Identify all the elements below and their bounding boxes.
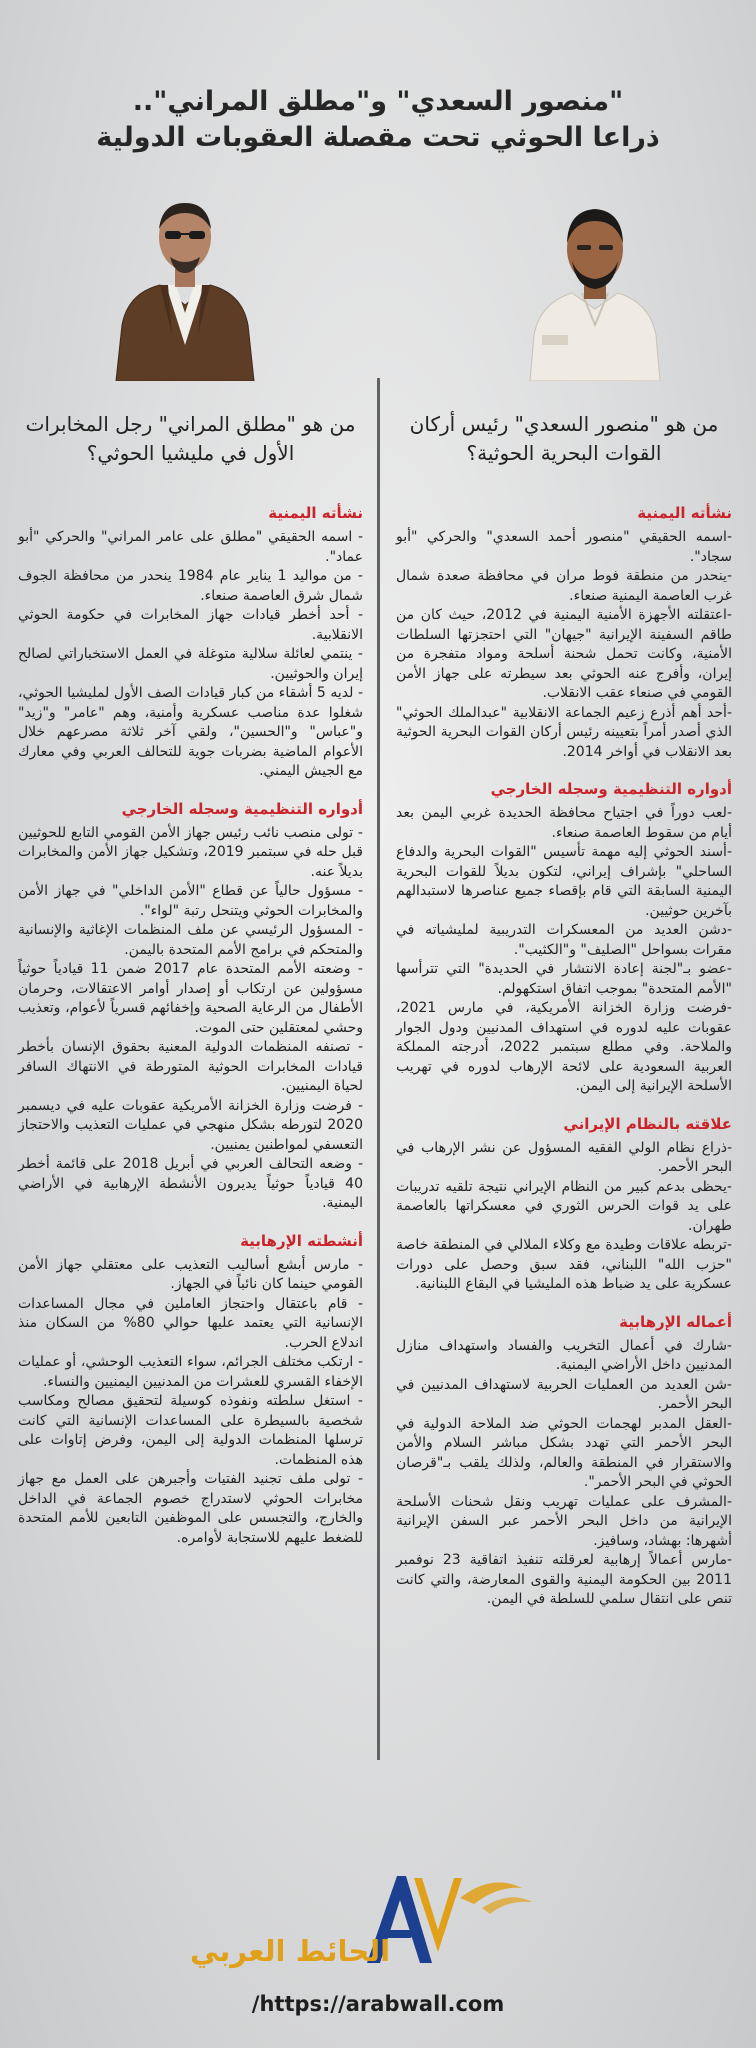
section-iran-relations [396, 1113, 732, 1295]
site-url[interactable]: /https://arabwall.com [251, 1992, 505, 2016]
paragraph: -لعب دوراً في اجتياح محافظة الحديدة غربي اليمن بعد أيام من سقوط العاصمة صنعاء. [396, 805, 732, 841]
paragraph: - مسؤول حالياً عن قطاع "الأمن الداخلي" في جهاز الأمن والمخابرات الحوثي ويتنحل رتبة "لواء". [18, 883, 363, 919]
paragraph: -اعتقلته الأجهزة الأمنية اليمنية في 2012، حيث كان من طاقم السفينة الإيرانية "جيهان" التي احتجزتها السلطات الأمنية، وكانت تحمل شحنة أسلحة ومواد متفجرة من إيران، وأفرج عنه الحوثي بعد سيطرته على جهاز الأمن القومي في صنعاء عقب الانقلاب. [396, 607, 732, 701]
paragraph: -تربطه علاقات وطيدة مع وكلاء الملالي في المنطقة خاصة "حزب الله" اللبناني، فقد سبق وحصل على دورات عسكرية على يد ضباط هذه المليشيا في البقاع اللبنانية. [396, 1237, 732, 1292]
paragraph: - اسمه الحقيقي "مطلق على عامر المراني" والحركي "أبو عماد". [18, 529, 363, 565]
profile-mansour-saadi [396, 410, 732, 1626]
paragraph: -ذراع نظام الولي الفقيه المسؤول عن نشر الإرهاب في البحر الأحمر. [396, 1139, 732, 1175]
portrait-mansour-saadi [520, 185, 670, 381]
section-title: أعماله الإرهابية [619, 1312, 732, 1331]
paragraph: - فرضت وزارة الخزانة الأمريكية عقوبات عليه في ديسمبر 2020 لتورطه بشكل منهجي في عمليات التعذيب والاحتجاز التعسفي لمواطنين يمنيين. [18, 1097, 363, 1153]
paragraph: -شارك في أعمال التخريب والفساد واستهداف منازل المدنيين داخل الأراضي اليمنية. [396, 1337, 732, 1373]
section-upbringing [18, 502, 363, 782]
paragraph: - تصنفه المنظمات الدولية المعنية بحقوق الإنسان بأخطر قيادات المخابرات الحوثية المتورطة في الانتهاك السافر لحياة اليمنيين. [18, 1039, 363, 1094]
section-title: أدواره التنظيمية وسجله الخارجي [121, 799, 363, 818]
title-line-1: "منصور السعدي" و"مطلق المراني".. [132, 86, 624, 117]
paragraph: - قام باعتقال واحتجاز العاملين في مجال المساعدات الإنسانية التي يعتمد عليها حوالي 80% من السكان منذ اندلاع الحرب. [18, 1295, 363, 1351]
section-roles-record [396, 778, 732, 1097]
page-title [0, 84, 756, 156]
profile-mutlaq-marani [18, 410, 363, 1564]
paragraph: - أحد أخطر قيادات جهاز المخابرات في حكومة الحوثي الانقلابية. [18, 607, 363, 643]
section-roles-record [18, 798, 363, 1214]
paragraph: -المشرف على عمليات تهريب ونقل شحنات الأسلحة الإيرانية من داخل البحر الأحمر عبر السفن الإيرانية أشهرها: بهشاد، وسافيز. [396, 1493, 732, 1549]
paragraph: - مارس أبشع أساليب التعذيب على معتقلي جهاز الأمن القومي حينما كان نائباً في الجهاز. [18, 1256, 363, 1292]
paragraph: -شن العديد من العمليات الحربية لاستهداف المدنيين في البحر الأحمر. [396, 1376, 732, 1412]
paragraph: -يحظى بدعم كبير من النظام الإيراني نتيجة تلقيه تدريبات على يد قوات الحرس الثوري في معسكراتها بالعاصمة طهران. [396, 1178, 732, 1234]
paragraph: -مارس أعمالاً إرهابية لعرقلته تنفيذ اتفاقية 23 نوفمبر 2011 بين الحكومة اليمنية والقوى المعارضة، والتي كانت تنص على انتقال سلمي للسلطة في اليمن. [396, 1552, 732, 1607]
title-line-2: ذراعا الحوثي تحت مقصلة العقوبات الدولية [96, 122, 660, 153]
person-photo-icon [110, 185, 260, 381]
paragraph: -أحد أهم أذرع زعيم الجماعة الانقلابية "عبدالملك الحوثي" الذي أصدر أمراً بتعيينه رئيس أركان القوات البحرية الحوثية بعد الانقلاب في أواخر 2014. [396, 704, 732, 760]
person-photo-icon [520, 185, 670, 381]
section-title: نشأته اليمنية [268, 504, 363, 522]
paragraph: - تولى ملف تجنيد الفتيات وأجبرهن على العمل مع جهاز مخابرات الحوثي لاستدراج خصوم الجماعة في الداخل والخارج، والتجسس على الموظفين التابعين للأمم المتحدة للضغط عليهم للاستجابة لأوامره. [18, 1471, 363, 1546]
brand-name: الحائط العربي [190, 1934, 391, 1968]
paragraph: - المسؤول الرئيسي عن ملف المنظمات الإغاثية والإنسانية والمتحكم في برامج الأمم المتحدة باليمن. [18, 922, 363, 958]
paragraph: -دشن العديد من المعسكرات التدريبية لمليشياته في مقرات بسواحل "الصليف" و"الكثيب". [396, 922, 732, 958]
paragraph: -ينحدر من منطقة فوط مران في محافظة صعدة شمال غرب العاصمة اليمنية صنعاء. [396, 568, 732, 604]
paragraph: -فرضت وزارة الخزانة الأمريكية، في مارس 2021، عقوبات عليه لدوره في استهداف المدنيين ودول الجوار والملاحة. وفي مطلع سبتمبر 2022، أدرجته المملكة العربية السعودية على لائحة الإرهاب لدوره في تهريب الأسلحة الإيرانية إلى اليمن. [396, 1000, 732, 1094]
section-terror-acts [396, 1311, 732, 1610]
column-heading: من هو "منصور السعدي" رئيس أركان القوات البحرية الحوثية؟ [409, 412, 719, 465]
section-upbringing [396, 502, 732, 762]
section-terror-activities [18, 1230, 363, 1549]
section-title: نشأته اليمنية [637, 504, 732, 522]
paragraph: - لديه 5 أشقاء من كبار قيادات الصف الأول لمليشيا الحوثي، شغلوا عدة مناصب عسكرية وأمنية، وهم "عامر" و"زيد" و"عباس" و"الحسين"، ولقي آخر ثلاثة مصرعهم خلال الأعوام الماضية بضربات جوية للتحالف العربي وفي معارك مع الجيش اليمني. [18, 685, 363, 779]
portrait-mutlaq-marani [110, 185, 260, 381]
paragraph: - تولى منصب نائب رئيس جهاز الأمن القومي التابع للحوثيين قبل حله في سبتمبر 2019، وتشكيل جهاز الأمن والمخابرات بديلاً عنه. [18, 824, 363, 880]
column-divider [377, 378, 380, 1760]
column-heading: من هو "مطلق المراني" رجل المخابرات الأول في مليشيا الحوثي؟ [25, 412, 356, 465]
section-title: علاقته بالنظام الإيراني [563, 1114, 732, 1133]
paragraph: - وضعته الأمم المتحدة عام 2017 ضمن 11 قيادياً حوثياً مسؤولين عن ارتكاب أو إصدار أوامر الاعتقالات، وحرمان الأطفال من الرعاية الصحية وإخفائهم قسرياً لأعوام، وتعذيب وحشي لمعتقلين حتى الموت. [18, 961, 363, 1036]
paragraph: -العقل المدبر لهجمات الحوثي ضد الملاحة الدولية في البحر الأحمر التي تهدد بشكل مباشر السلام والأمن والاستقرار في المنطقة والعالم، ولذلك يلقب بـ"قرصان الحوثي في البحر الأحمر". [396, 1415, 732, 1490]
paragraph: - ينتمي لعائلة سلالية متوغلة في العمل الاستخباراتي لصالح إيران والحوثيين. [18, 646, 363, 682]
paragraph: - وضعه التحالف العربي في أبريل 2018 على قائمة أخطر 40 قيادياً حوثياً يديرون الأنشطة الإرهابية في الأراضي اليمنية. [18, 1156, 364, 1211]
paragraph: -أسند الحوثي إليه مهمة تأسيس "القوات البحرية والدفاع الساحلي" بإشراف إيراني، لتكون بديلاً للقوات البحرية اليمنية السابقة التي قام بإقصاء جميع عناصرها لاستبدالهم بآخرين حوثيين. [396, 844, 732, 919]
section-title: أدواره التنظيمية وسجله الخارجي [490, 780, 732, 798]
paragraph: - استغل سلطته ونفوذه كوسيلة لتحقيق مصالح ومكاسب شخصية بالسيطرة على المساعدات الإنسانية التي كانت ترسلها المنظمات الدولية إلى اليمن، وفرض إتاوات على هذه المنظمات. [18, 1393, 363, 1468]
paragraph: -اسمه الحقيقي "منصور أحمد السعدي" والحركي "أبو سجاد". [396, 529, 732, 565]
paragraph: -عضو بـ"لجنة إعادة الانتشار في الحديدة" التي تترأسها "الأمم المتحدة" بموجب اتفاق استكهولم. [396, 961, 732, 997]
section-title: أنشطته الإرهابية [240, 1231, 363, 1250]
paragraph: - ارتكب مختلف الجرائم، سواء التعذيب الوحشي، أو عمليات الإخفاء القسري للعشرات من المدنيين اليمنيين والنساء. [18, 1354, 363, 1390]
paragraph: - من مواليد 1 يناير عام 1984 ينحدر من محافظة الجوف شمال شرق العاصمة صنعاء. [18, 568, 363, 604]
